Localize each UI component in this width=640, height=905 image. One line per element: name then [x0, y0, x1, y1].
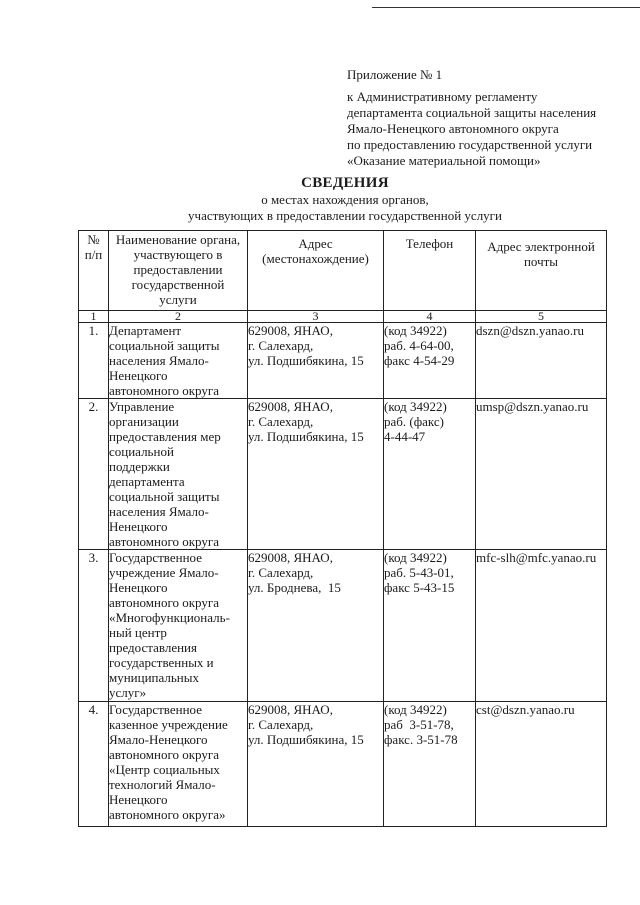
org-name-cell — [109, 399, 248, 550]
org-name-line: технологий Ямало- — [109, 777, 216, 792]
header-line: Адрес — [298, 236, 333, 251]
org-name-line: Ненецкого — [109, 580, 168, 595]
organizations-table — [78, 230, 607, 827]
row-number: 1. — [79, 323, 109, 399]
appendix-line: Ямало-Ненецкого автономного округа — [347, 121, 559, 136]
header-line: Наименование органа, — [115, 232, 241, 247]
header-line: участвующего в — [133, 247, 223, 262]
org-name-line: департамента — [109, 474, 185, 489]
org-name-line: автономного округа — [109, 595, 219, 610]
header-cell-name — [109, 231, 248, 311]
org-phone-line: факс. 3-51-78 — [384, 732, 458, 747]
org-name-line: предоставления — [109, 640, 197, 655]
org-name-line: организации — [109, 414, 179, 429]
row-number: 4. — [79, 702, 109, 827]
document-heading — [150, 174, 540, 223]
org-name-line: Ямало-Ненецкого — [109, 732, 208, 747]
org-phone-line: (код 34922) — [384, 323, 447, 338]
org-name-line: социальной защиты — [109, 489, 220, 504]
column-number: 4 — [384, 311, 476, 323]
row-number: 2. — [79, 399, 109, 550]
org-phone-line: (код 34922) — [384, 702, 447, 717]
header-line: почты — [523, 254, 559, 269]
org-name-line: автономного округа» — [109, 807, 226, 822]
column-number: 5 — [476, 311, 607, 323]
org-name-cell — [109, 702, 248, 827]
org-phone-cell — [384, 323, 476, 399]
org-email: mfc-slh@mfc.yanao.ru — [476, 550, 597, 565]
row-number: 3. — [79, 550, 109, 702]
org-name-line: ный центр — [109, 625, 167, 640]
org-address-cell — [248, 399, 384, 550]
org-name-line: социальной — [109, 444, 174, 459]
appendix-block — [347, 67, 596, 169]
org-email-cell — [476, 323, 607, 399]
org-name-line: Ненецкого — [109, 519, 168, 534]
org-address-line: 629008, ЯНАО, — [248, 550, 333, 565]
header-cell-email — [476, 231, 607, 311]
header-line: Адрес электронной — [487, 239, 595, 254]
org-name-line: учреждение Ямало- — [109, 565, 219, 580]
org-phone-line: факс 4-54-29 — [384, 353, 455, 368]
org-name-line: населения Ямало- — [109, 504, 209, 519]
appendix-title: Приложение № 1 — [347, 67, 443, 82]
org-email-cell — [476, 550, 607, 702]
org-name-line: автономного округа — [109, 383, 219, 398]
org-name-cell — [109, 550, 248, 702]
org-address-line: 629008, ЯНАО, — [248, 323, 333, 338]
header-line: (местонахождение) — [262, 251, 369, 266]
scan-edge-line — [372, 7, 640, 8]
org-name-line: автономного округа — [109, 534, 219, 549]
appendix-line: департамента социальной защиты населения — [347, 105, 597, 120]
column-number: 1 — [79, 311, 109, 323]
org-name-line: услуг» — [109, 685, 147, 700]
org-email: umsp@dszn.yanao.ru — [476, 399, 589, 414]
table-row — [79, 702, 607, 827]
org-address-cell — [248, 702, 384, 827]
org-name-line: Государственное — [109, 702, 202, 717]
column-number: 3 — [248, 311, 384, 323]
table-row — [79, 550, 607, 702]
header-line: № — [87, 232, 100, 247]
org-name-cell — [109, 323, 248, 399]
org-address-line: ул. Подшибякина, 15 — [248, 732, 364, 747]
org-name-line: населения Ямало- — [109, 353, 209, 368]
org-phone-cell — [384, 399, 476, 550]
org-name-line: Ненецкого — [109, 368, 168, 383]
org-phone-line: (код 34922) — [384, 399, 447, 414]
header-line: предоставлении — [133, 262, 223, 277]
appendix-line: к Административному регламенту — [347, 89, 538, 104]
org-phone-line: 4-44-47 — [384, 429, 426, 444]
appendix-line: «Оказание материальной помощи» — [347, 153, 541, 168]
org-name-line: Ненецкого — [109, 792, 168, 807]
org-name-line: казенное учреждение — [109, 717, 228, 732]
org-name-line: Государственное — [109, 550, 202, 565]
org-address-cell — [248, 323, 384, 399]
org-address-line: г. Салехард, — [248, 717, 314, 732]
org-name-line: поддержки — [109, 459, 170, 474]
header-cell-phone — [384, 231, 476, 311]
org-address-line: г. Салехард, — [248, 338, 314, 353]
org-name-line: предоставления мер — [109, 429, 221, 444]
appendix-line: по предоставлению государственной услуги — [347, 137, 593, 152]
org-email: cst@dszn.yanao.ru — [476, 702, 575, 717]
org-name-line: государственных и — [109, 655, 214, 670]
org-address-line: г. Салехард, — [248, 414, 314, 429]
header-cell-number — [79, 231, 109, 311]
header-cell-address — [248, 231, 384, 311]
column-number: 2 — [109, 311, 248, 323]
org-phone-cell — [384, 550, 476, 702]
org-phone-line: раб 3-51-78, — [384, 717, 454, 732]
table-row — [79, 323, 607, 399]
heading-line: участвующих в предоставлении государственной услуги — [188, 207, 502, 223]
org-address-line: 629008, ЯНАО, — [248, 702, 333, 717]
header-line: п/п — [84, 247, 103, 262]
org-address-cell — [248, 550, 384, 702]
org-name-line: автономного округа — [109, 747, 219, 762]
org-address-line: 629008, ЯНАО, — [248, 399, 333, 414]
org-phone-line: раб. 5-43-01, — [384, 565, 454, 580]
org-phone-cell — [384, 702, 476, 827]
org-name-line: социальной защиты — [109, 338, 220, 353]
org-phone-line: (код 34922) — [384, 550, 447, 565]
org-email: dszn@dszn.yanao.ru — [476, 323, 584, 338]
org-name-line: «Центр социальных — [109, 762, 220, 777]
org-address-line: ул. Броднева, 15 — [248, 580, 341, 595]
org-name-line: «Многофункциональ- — [109, 610, 230, 625]
header-line: услуги — [159, 292, 197, 307]
org-email-cell — [476, 702, 607, 827]
org-phone-line: раб. (факс) — [384, 414, 444, 429]
column-numbers-row — [79, 311, 607, 323]
org-name-line: муниципальных — [109, 670, 200, 685]
heading-title: СВЕДЕНИЯ — [301, 175, 389, 191]
org-email-cell — [476, 399, 607, 550]
org-phone-line: факс 5-43-15 — [384, 580, 455, 595]
org-address-line: ул. Подшибякина, 15 — [248, 429, 364, 444]
header-line: государственной — [131, 277, 225, 292]
table-row — [79, 399, 607, 550]
org-address-line: ул. Подшибякина, 15 — [248, 353, 364, 368]
heading-line: о местах нахождения органов, — [261, 192, 429, 207]
org-name-line: Департамент — [109, 323, 182, 338]
org-address-line: г. Салехард, — [248, 565, 314, 580]
header-line: Телефон — [405, 236, 454, 251]
org-phone-line: раб. 4-64-00, — [384, 338, 454, 353]
table-header-row — [79, 231, 607, 311]
org-name-line: Управление — [109, 399, 175, 414]
